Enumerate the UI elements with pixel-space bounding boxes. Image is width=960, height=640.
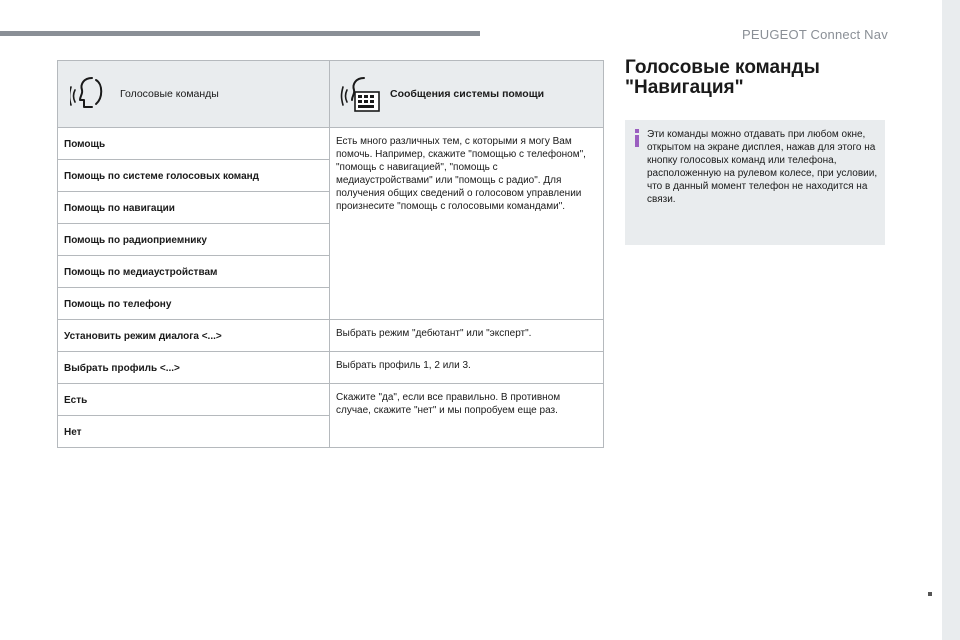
command-profile: Выбрать профиль <...> <box>58 352 330 384</box>
command-dialog-mode: Установить режим диалога <...> <box>58 320 330 352</box>
dialog-description: Выбрать режим "дебютант" или "эксперт". <box>330 320 604 352</box>
col1-header-label: Голосовые команды <box>120 87 219 100</box>
side-strip <box>942 0 960 640</box>
table-header-row <box>58 61 604 128</box>
yesno-description: Скажите "да", если все правильно. В противном случае, скажите "нет" и мы попробуем еще раз. <box>330 384 604 448</box>
voice-help-icon <box>338 74 382 114</box>
command-help-radio: Помощь по радиоприемнику <box>58 224 330 256</box>
voice-command-icon <box>70 74 110 114</box>
command-no: Нет <box>58 416 330 448</box>
col2-header-cell <box>330 61 604 128</box>
table-row <box>58 128 604 160</box>
col2-header-label: Сообщения системы помощи <box>390 87 545 100</box>
table-row <box>58 320 604 352</box>
page-marker <box>928 592 932 596</box>
command-yes: Есть <box>58 384 330 416</box>
info-text: Эти команды можно отдавать при любом окне, открытом на экране дисплея, нажав для этого на кнопку голосовых команд или телефона, расположенную на рулевом колесе, при условии, что в данный момент телефон не находится на связи. <box>647 129 878 205</box>
header-bar <box>0 31 480 36</box>
info-box <box>625 120 885 245</box>
profile-description: Выбрать профиль 1, 2 или 3. <box>330 352 604 384</box>
command-help-voice: Помощь по системе голосовых команд <box>58 160 330 192</box>
table-row <box>58 352 604 384</box>
brand-label: PEUGEOT Connect Nav <box>742 27 888 42</box>
info-icon <box>632 129 642 147</box>
voice-command-table <box>57 60 604 448</box>
command-help-media: Помощь по медиаустройствам <box>58 256 330 288</box>
command-help: Помощь <box>58 128 330 160</box>
command-help-phone: Помощь по телефону <box>58 288 330 320</box>
col1-header-cell <box>58 61 330 128</box>
table-row <box>58 384 604 416</box>
help-description: Есть много различных тем, с которыми я могу Вам помочь. Например, скажите "помощью с телефоном", "помощь с навигацией", "помощь с медиаустройствами" или "помощь с радио". Для получения общих сведений о голосовом управлении произнесите "помощь с голосовыми командами". <box>330 128 604 320</box>
section-title: Голосовые команды "Навигация" <box>625 57 820 98</box>
command-help-navigation: Помощь по навигации <box>58 192 330 224</box>
